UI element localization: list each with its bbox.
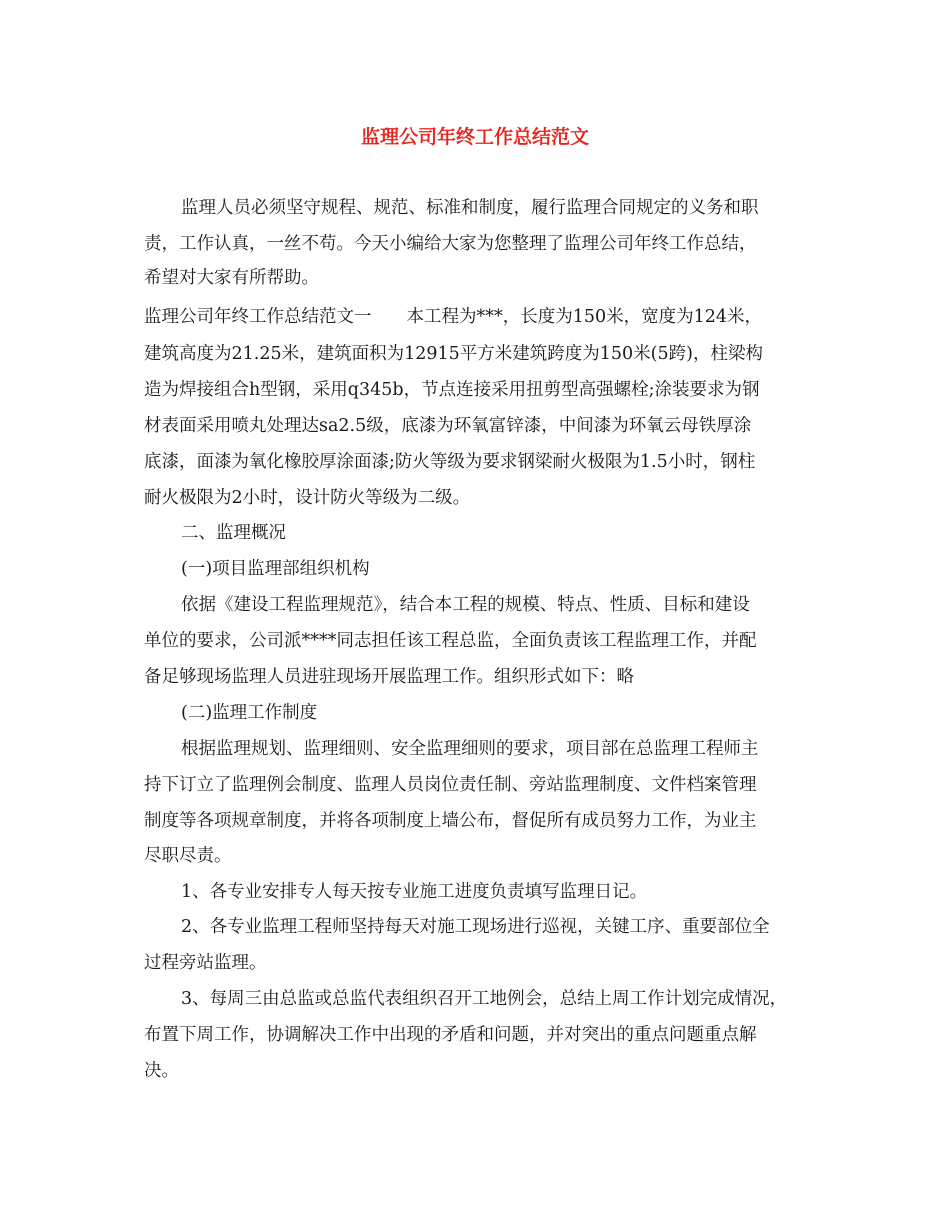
section-heading: 二、监理概况 <box>181 523 286 543</box>
paragraph-line: 根据监理规划、监理细则、安全监理细则的要求，项目部在总监理工程师主 <box>181 739 759 759</box>
paragraph-line: 持下订立了监理例会制度、监理人员岗位责任制、旁站监理制度、文件档案管理 <box>144 775 757 795</box>
list-item: 3、每周三由总监或总监代表组织召开工地例会，总结上周工作计划完成情况， <box>181 989 788 1009</box>
paragraph-line: 底漆，面漆为氧化橡胶厚涂面漆;防火等级为要求钢梁耐火极限为1.5小时，钢柱 <box>144 452 756 472</box>
list-item-continuation: 布置下周工作，协调解决工作中出现的矛盾和问题，并对突出的重点问题重点解 <box>144 1025 757 1045</box>
paragraph-line: 备足够现场监理人员进驻现场开展监理工作。组织形式如下：略 <box>144 667 634 687</box>
paragraph-line: 制度等各项规章制度，并将各项制度上墙公布，督促所有成员努力工作，为业主 <box>144 811 757 831</box>
paragraph-line: 单位的要求，公司派****同志担任该工程总监，全面负责该工程监理工作，并配 <box>144 631 757 651</box>
paragraph-line: 责，工作认真，一丝不苟。今天小编给大家为您整理了监理公司年终工作总结， <box>144 234 757 254</box>
paragraph-line: 材表面采用喷丸处理达sa2.5级，底漆为环氧富锌漆，中间漆为环氧云母铁厚涂 <box>144 416 752 436</box>
paragraph-line: 依据《建设工程监理规范》，结合本工程的规模、特点、性质、目标和建设 <box>181 595 750 615</box>
paragraph-line: 希望对大家有所帮助。 <box>144 268 319 288</box>
subsection-heading: (二)监理工作制度 <box>181 703 318 723</box>
document-title: 监理公司年终工作总结范文 <box>360 126 589 148</box>
list-item: 1、各专业安排专人每天按专业施工进度负责填写监理日记。 <box>181 882 648 902</box>
list-item: 2、各专业监理工程师坚持每天对施工现场进行巡视，关键工序、重要部位全 <box>181 917 770 937</box>
paragraph-line: 尽职尽责。 <box>144 846 232 866</box>
paragraph-line: 耐火极限为2小时，设计防火等级为二级。 <box>144 488 471 508</box>
paragraph-line: 造为焊接组合h型钢，采用q345b，节点连接采用扭剪型高强螺栓;涂装要求为钢 <box>144 380 760 400</box>
subsection-heading: (一)项目监理部组织机构 <box>181 559 370 579</box>
paragraph-line: 监理人员必须坚守规程、规范、标准和制度，履行监理合同规定的义务和职 <box>181 198 759 218</box>
list-item-continuation: 过程旁站监理。 <box>144 953 267 973</box>
paragraph-line: 监理公司年终工作总结范文一 本工程为***，长度为150米，宽度为124米， <box>144 307 763 327</box>
list-item-continuation: 决。 <box>144 1061 179 1081</box>
paragraph-line: 建筑高度为21.25米，建筑面积为12915平方米建筑跨度为150米(5跨)，柱梁构 <box>144 344 763 364</box>
